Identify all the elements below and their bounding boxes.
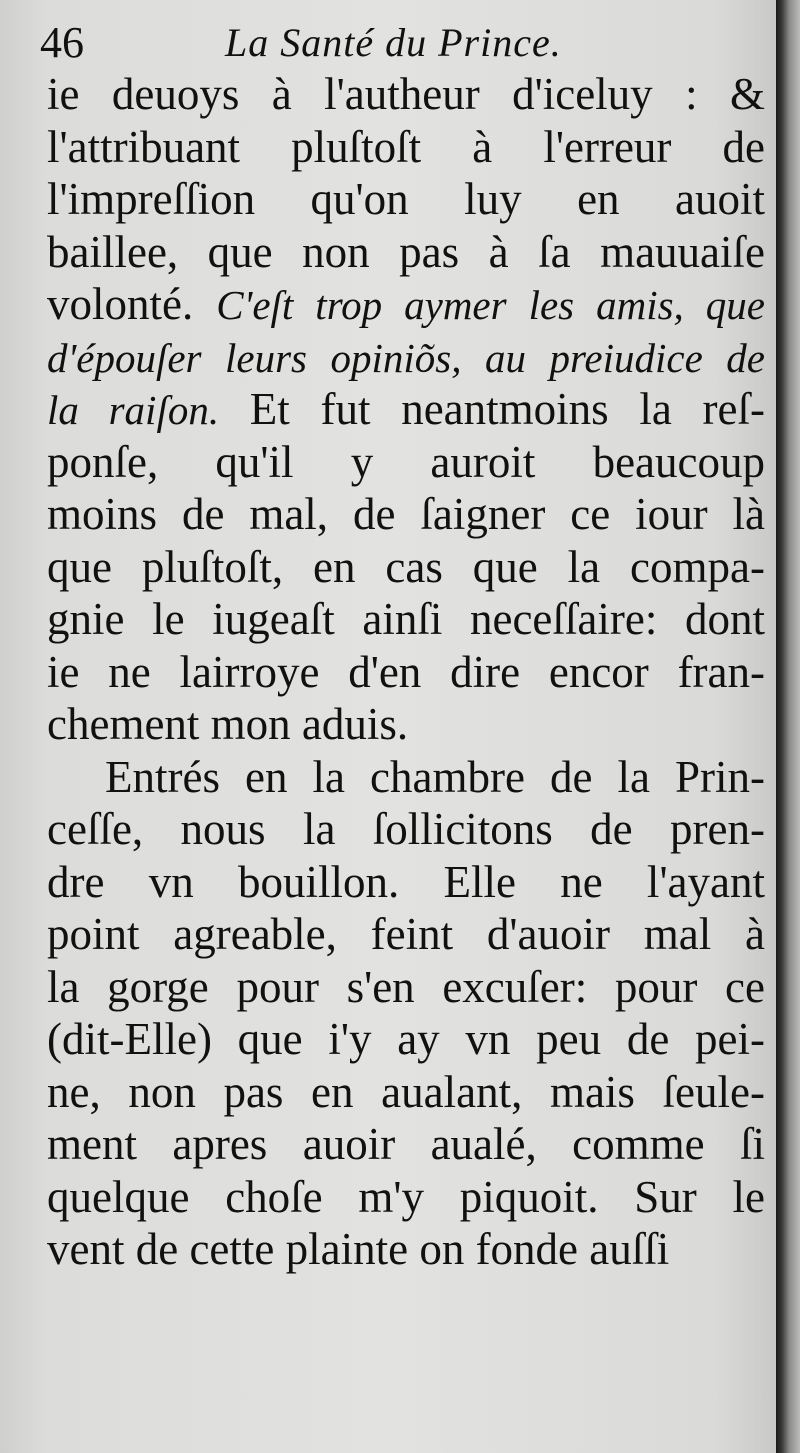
text-line (47, 1118, 765, 1171)
text-run: que pluſtoſt, en cas que la compa- (47, 541, 765, 592)
text-run: gnie le iugeaſt ainſi neceſſaire: dont (47, 594, 765, 644)
text-line (47, 121, 765, 174)
text-line (47, 1223, 765, 1276)
text-line (47, 278, 765, 331)
text-line (47, 1171, 765, 1224)
text-line (47, 1066, 765, 1119)
text-line (47, 698, 765, 751)
text-line (47, 68, 765, 121)
paragraph (47, 751, 765, 1276)
text-line (47, 541, 765, 594)
text-run: ie ne lairroye d'en dire encor fran- (47, 646, 765, 697)
text-run: ment apres auoir aualé, comme ſi (47, 1119, 765, 1169)
text-line (47, 1013, 765, 1066)
text-line (47, 856, 765, 909)
text-run: Et fut neantmoins la reſ- (219, 384, 765, 434)
italic-run: d'épouſer leurs opiniõs, au preiudice de (47, 334, 765, 381)
text-run: l'impreſſion qu'on luy en auoit (47, 174, 765, 224)
page-number: 46 (40, 18, 84, 67)
page-edge-shadow (776, 0, 800, 1453)
text-run: ie deuoys à l'autheur d'iceluy : & (47, 69, 765, 119)
text-run: vent de cette plainte on fonde auſſi (47, 1224, 670, 1274)
text-line (47, 961, 765, 1014)
italic-run: C'eſt trop aymer les amis, que (216, 282, 765, 328)
text-run: (dit-Elle) que i'y ay vn peu de pei- (47, 1014, 765, 1064)
text-run: baillee, que non pas à ſa mauuaiſe (47, 226, 765, 277)
text-run: la gorge pour s'en excuſer: pour ce (47, 961, 765, 1012)
text-line (47, 331, 765, 384)
text-run: ceſſe, nous la ſollicitons de pren- (47, 804, 765, 854)
text-line (47, 593, 765, 646)
text-line (47, 803, 765, 856)
text-line (47, 173, 765, 226)
text-run: l'attribuant pluſtoſt à l'erreur de (47, 121, 765, 172)
body-text (47, 68, 765, 1276)
text-run: chement mon aduis. (47, 699, 409, 749)
text-line (47, 488, 765, 541)
text-run: Entrés en la chambre de la Prin- (105, 751, 765, 802)
text-line (47, 908, 765, 961)
paragraph (47, 68, 765, 751)
italic-run: la raiſon. (47, 387, 220, 433)
text-run: moins de mal, de ſaigner ce iour là (47, 489, 765, 539)
running-header (40, 18, 760, 68)
text-line (47, 436, 765, 489)
text-run: ponſe, qu'il y auroit beaucoup (47, 436, 765, 487)
text-line (47, 646, 765, 699)
text-line (47, 226, 765, 279)
text-line (47, 751, 765, 804)
text-run: ne, non pas en aualant, mais ſeule- (47, 1066, 765, 1117)
running-title: La Santé du Prince. (225, 20, 562, 65)
text-run: quelque choſe m'y piquoit. Sur le (47, 1171, 765, 1222)
text-run: dre vn bouillon. Elle ne l'ayant (47, 856, 765, 907)
text-line (47, 383, 765, 436)
text-run: volonté. (47, 279, 217, 329)
text-run: point agreable, feint d'auoir mal à (47, 909, 765, 959)
